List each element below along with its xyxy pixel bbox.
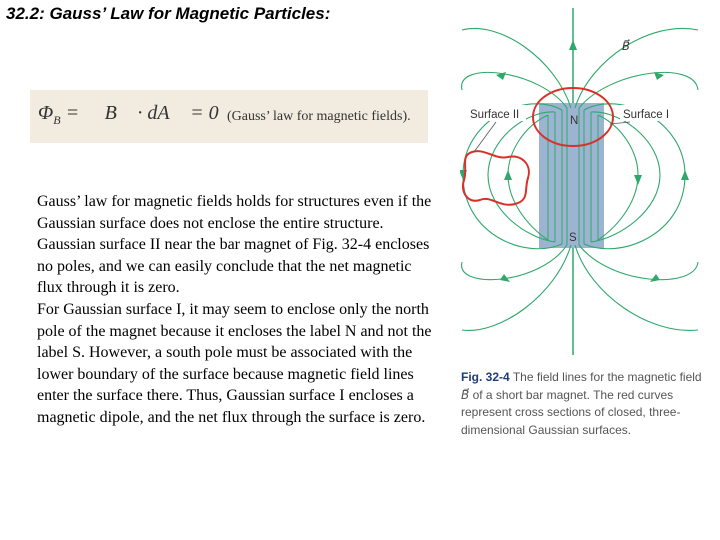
flux-symbol: Φ xyxy=(38,102,54,124)
equation-body: = ∮ B⃗ · dA⃗ = 0 xyxy=(60,102,219,124)
field-lines-diagram xyxy=(460,0,700,360)
equation-label: (Gauss’ law for magnetic fields). xyxy=(227,109,411,124)
figure-number: Fig. 32-4 xyxy=(461,370,510,384)
surface-2-label: Surface II xyxy=(470,109,520,121)
paragraph-2: For Gaussian surface I, it may seem to enclose only the north pole of the magnet because it encloses the label N and not the label S. However, a south pole must be associated with the lower boundary of the surface because magnetic field lines enter the surface there. Thus, Gaussian surface I encloses a magnetic dipole, and the net flux through the surface is zero. xyxy=(37,300,432,426)
paragraph-1: Gauss’ law for magnetic fields holds for structures even if the Gaussian surface does not enclose the entire structure. Gaussian surface II near the bar magnet of Fig. 32-4 encloses no poles, and we can easily conclude that the net magnetic flux through it is zero. xyxy=(37,193,432,297)
gauss-law-equation xyxy=(38,102,219,128)
figure-caption xyxy=(461,369,711,439)
caption-text-1: The field lines for the magnetic field xyxy=(512,370,702,384)
equation-box xyxy=(30,90,428,143)
field-symbol-label: B⃗ xyxy=(622,41,630,53)
caption-text-2: of a short bar magnet. The red curves represent cross sections of closed, three-dimensional Gaussian surfaces. xyxy=(461,387,681,437)
slide-title: 32.2: Gauss’ Law for Magnetic Particles: xyxy=(6,4,331,23)
caption-field-symbol: B⃗ xyxy=(461,387,470,402)
body-text xyxy=(37,191,437,429)
flux-subscript: B xyxy=(53,113,61,127)
gaussian-surface-2 xyxy=(463,151,529,205)
surface-1-label: Surface I xyxy=(623,109,670,121)
bar-magnet-figure xyxy=(460,0,700,360)
north-pole-label: N xyxy=(570,115,579,127)
south-pole-label: S xyxy=(569,232,577,244)
